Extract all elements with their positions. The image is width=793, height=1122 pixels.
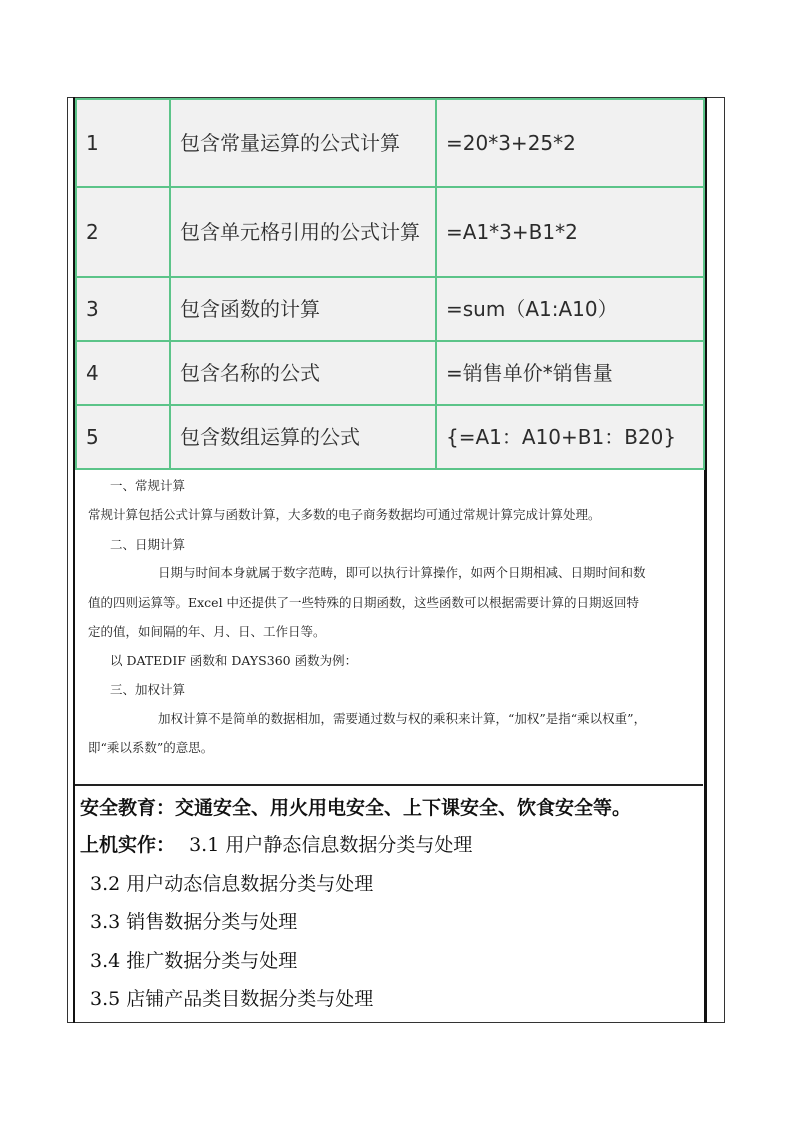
row-example: {=A1：A10+B1：B20} (436, 405, 704, 469)
practice-item: 3.5 店铺产品类目数据分类与处理 (90, 988, 374, 1010)
practice-item: 3.4 推广数据分类与处理 (90, 950, 298, 972)
paragraph-regular: 常规计算包括公式计算与函数计算，大多数的电子商务数据均可通过常规计算完成计算处理。 (88, 507, 601, 522)
table-row (76, 405, 704, 469)
practice-item: 3.1 用户静态信息数据分类与处理 (189, 834, 473, 856)
row-number: 1 (76, 99, 170, 187)
row-description: 包含函数的计算 (170, 277, 436, 341)
practice-item: 3.2 用户动态信息数据分类与处理 (90, 873, 374, 895)
paragraph-example: 以 DATEDIF 函数和 DAYS360 函数为例： (110, 653, 358, 668)
section-heading-regular: 一、常规计算 (110, 478, 186, 493)
paragraph-date-line1: 日期与时间本身就属于数字范畴，即可以执行计算操作，如两个日期相减、日期时间和数 (158, 565, 646, 580)
formula-types-table (75, 98, 705, 470)
row-description: 包含单元格引用的公式计算 (170, 187, 436, 277)
paragraph-date-line2: 值的四则运算等。Excel 中还提供了一些特殊的日期函数，这些函数可以根据需要计算的日期返回特 (88, 595, 640, 610)
safety-education: 安全教育：交通安全、用火用电安全、上下课安全、饮食安全等。 (80, 797, 632, 819)
paragraph-weighted-line1: 加权计算不是简单的数据相加，需要通过数与权的乘积来计算，“加权”是指“乘以权重”， (158, 711, 647, 726)
table-row (76, 187, 704, 277)
row-number: 2 (76, 187, 170, 277)
paragraph-date-line3: 定的值，如间隔的年、月、日、工作日等。 (88, 624, 326, 639)
row-description: 包含数组运算的公式 (170, 405, 436, 469)
section-heading-weighted: 三、加权计算 (110, 682, 186, 697)
table-row (76, 277, 704, 341)
row-number: 4 (76, 341, 170, 405)
section-heading-date: 二、日期计算 (110, 537, 186, 552)
table-row (76, 99, 704, 187)
practice-item: 3.3 销售数据分类与处理 (90, 911, 298, 933)
row-description: 包含常量运算的公式计算 (170, 99, 436, 187)
section-divider (75, 784, 703, 786)
row-example: =A1*3+B1*2 (436, 187, 704, 277)
row-example: =销售单价*销售量 (436, 341, 704, 405)
paragraph-weighted-line2: 即“乘以系数”的意思。 (88, 740, 214, 755)
table-row (76, 341, 704, 405)
row-example: =sum（A1:A10） (436, 277, 704, 341)
row-example: =20*3+25*2 (436, 99, 704, 187)
row-number: 3 (76, 277, 170, 341)
practice-line (80, 830, 472, 857)
practice-label: 上机实作： (80, 834, 176, 856)
row-description: 包含名称的公式 (170, 341, 436, 405)
row-number: 5 (76, 405, 170, 469)
